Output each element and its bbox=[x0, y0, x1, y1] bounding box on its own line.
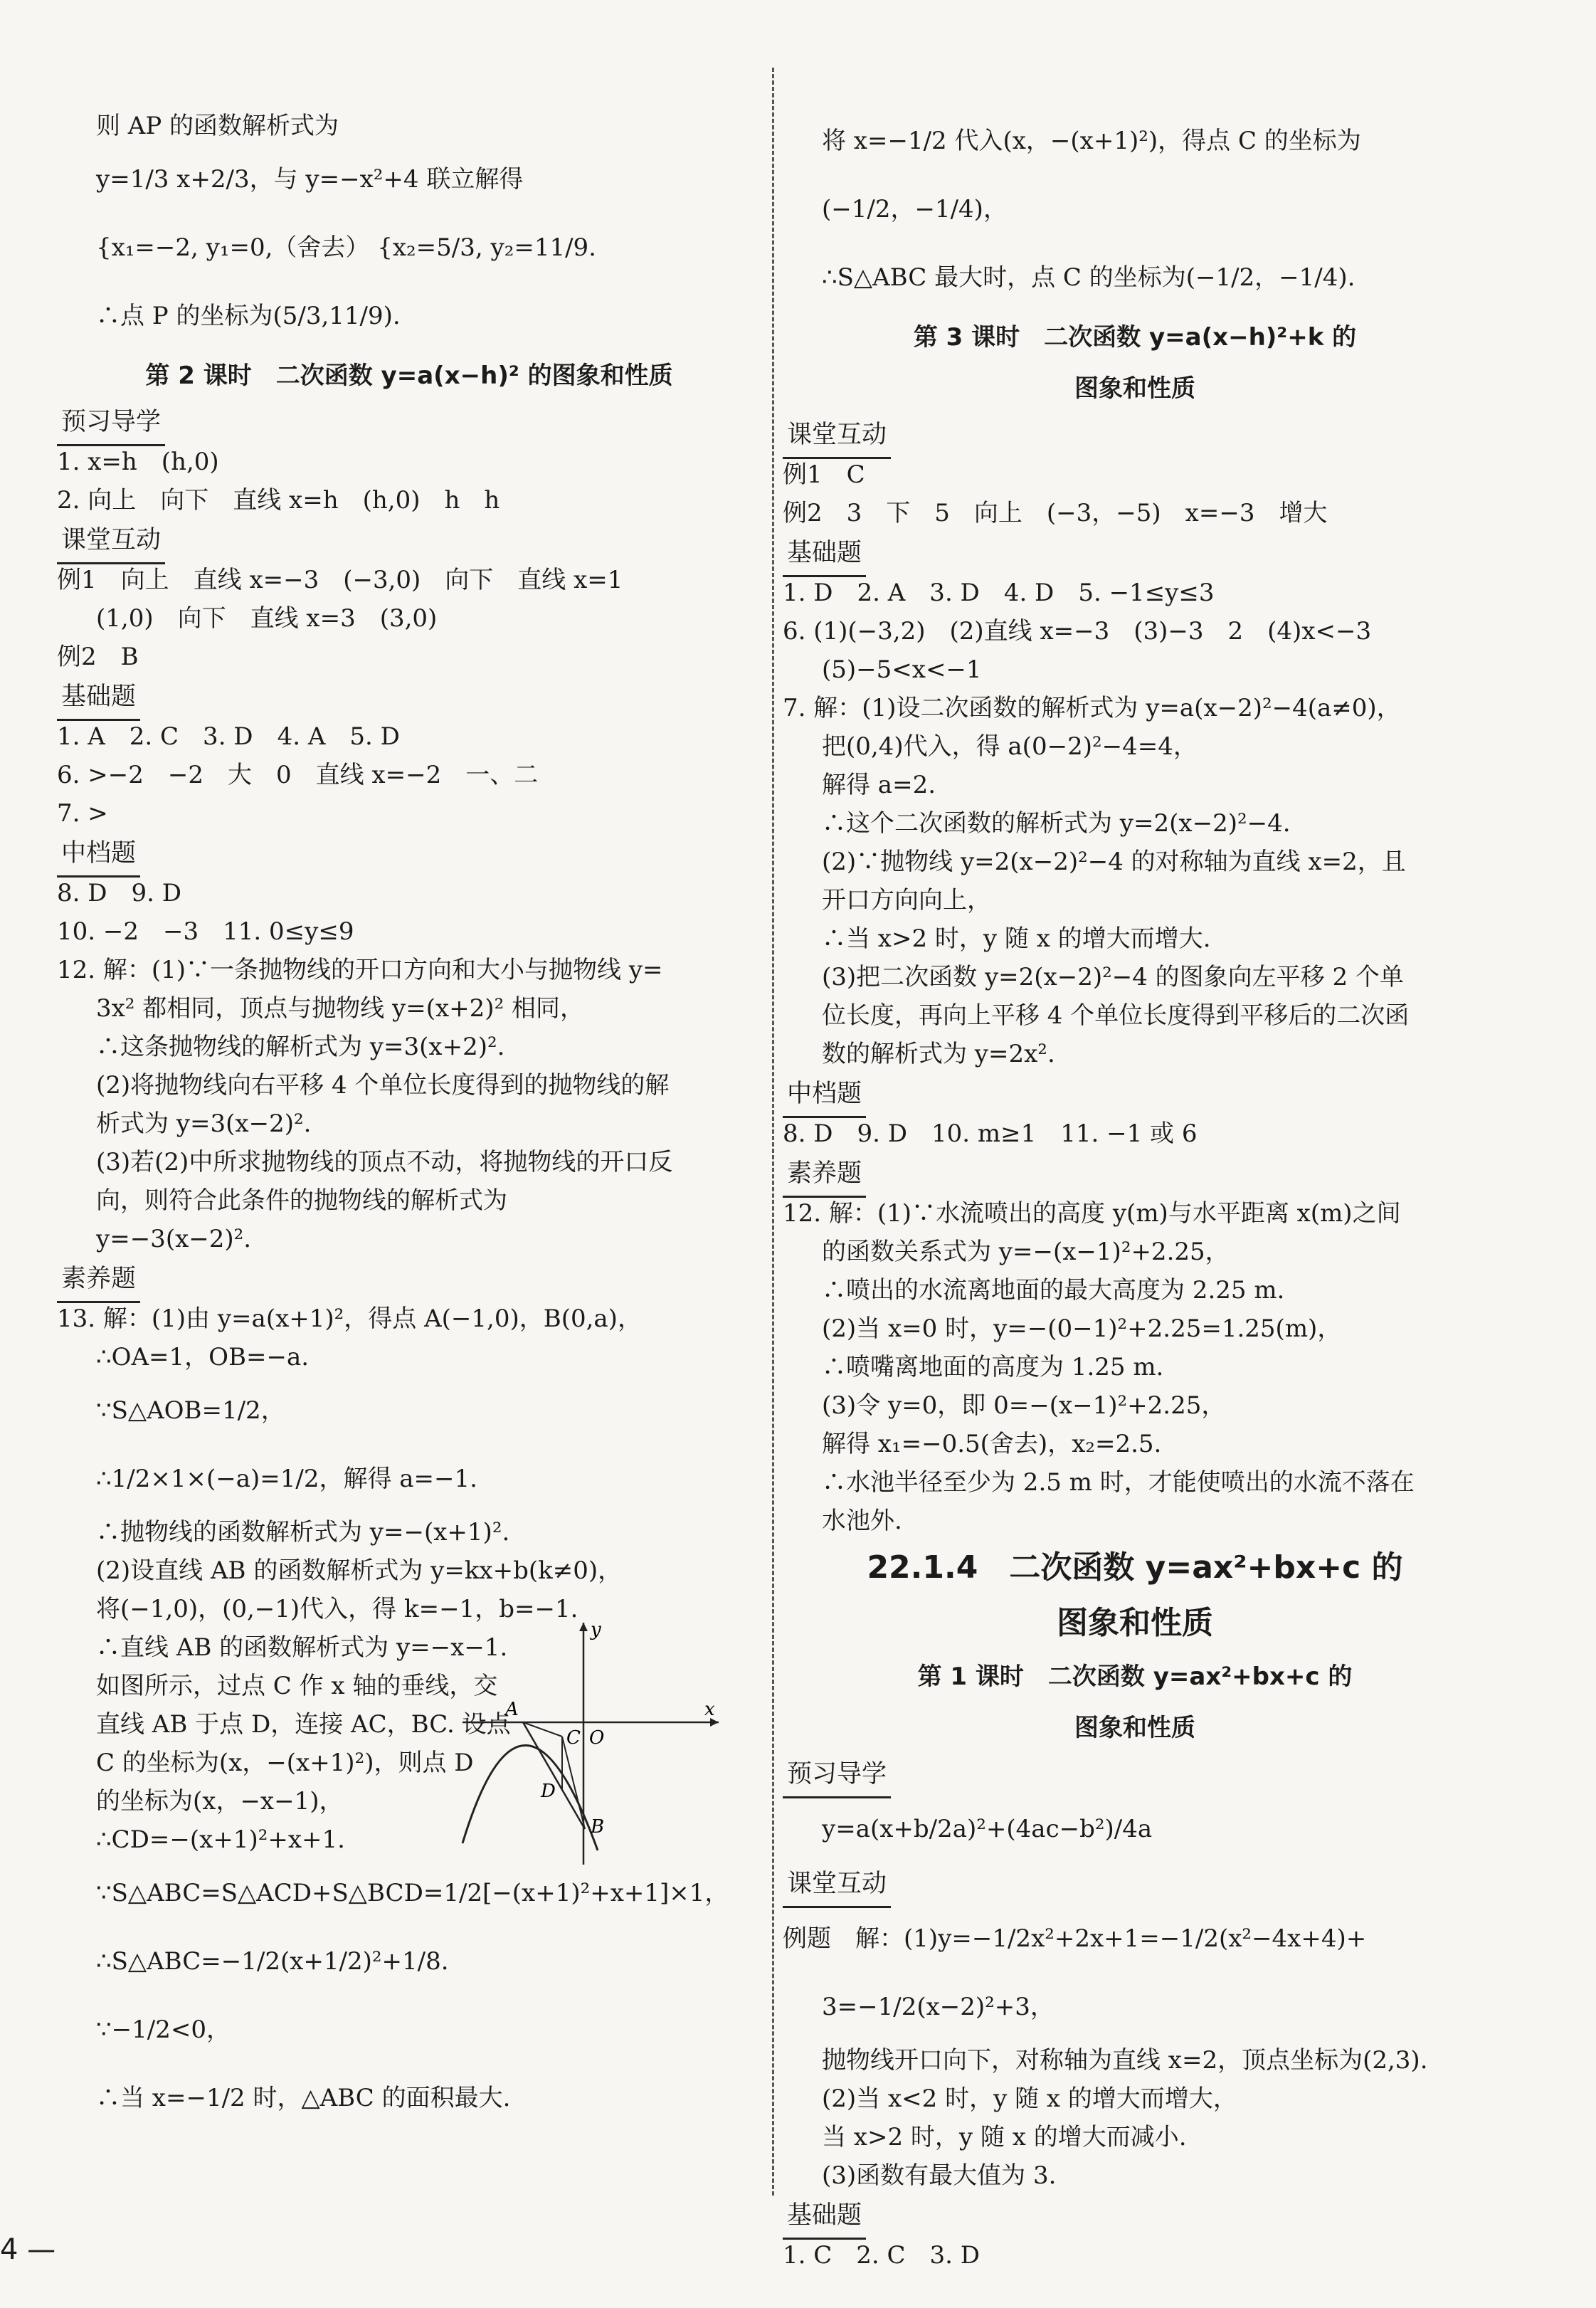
segment-ac bbox=[523, 1722, 562, 1737]
left-line-41: ∵S△ABC=S△ACD+S△BCD=1/2[−(x+1)²+x+1]×1， bbox=[96, 1879, 729, 1907]
right-line-21: 数的解析式为 y=2x². bbox=[822, 1040, 1055, 1068]
right-line-36: 第 1 课时 二次函数 y=ax²+bx+c 的 bbox=[917, 1663, 1353, 1691]
right-line-44: (2)当 x<2 时，y 随 x 的增大而增大， bbox=[822, 2085, 1237, 2113]
left-line-20: 3x² 都相同，顶点与抛物线 y=(x+2)² 相同， bbox=[96, 994, 585, 1023]
right-line-37: 图象和性质 bbox=[1074, 1714, 1195, 1742]
right-line-1: (−1/2，−1/4)， bbox=[822, 195, 1008, 223]
section-heading: 课堂互动 bbox=[783, 1863, 891, 1908]
right-line-47 bbox=[783, 2195, 1487, 2236]
left-line-13: 1. A 2. C 3. D 4. A 5. D bbox=[57, 722, 400, 751]
left-line-35: ∴直线 AB 的函数解析式为 y=−x−1. bbox=[96, 1633, 508, 1662]
left-line-15: 7. > bbox=[57, 799, 108, 828]
right-line-12: 7. 解：(1)设二次函数的解析式为 y=a(x−2)²−4(a≠0)， bbox=[783, 694, 1401, 722]
page-number: 4 — bbox=[0, 2233, 56, 2266]
left-line-43: ∵−1/2<0， bbox=[96, 2015, 231, 2044]
right-line-30: (3)令 y=0，即 0=−(x−1)²+2.25， bbox=[822, 1391, 1226, 1420]
right-line-31: 解得 x₁=−0.5(舍去)，x₂=2.5. bbox=[822, 1430, 1162, 1458]
left-line-11: 例2 B bbox=[57, 643, 139, 671]
right-line-34: 22.1.4 二次函数 y=ax²+bx+c 的 bbox=[867, 1549, 1403, 1586]
right-line-17: 开口方向向上， bbox=[822, 886, 991, 915]
right-line-10: 6. (1)(−3,2) (2)直线 x=−3 (3)−3 2 (4)x<−3 bbox=[783, 617, 1372, 645]
label-a: A bbox=[505, 1699, 519, 1720]
right-line-24 bbox=[783, 1153, 1487, 1194]
left-line-19: 12. 解：(1)∵一条抛物线的开口方向和大小与抛物线 y= bbox=[57, 956, 663, 984]
right-line-22 bbox=[783, 1073, 1487, 1115]
left-line-28: 13. 解：(1)由 y=a(x+1)²，得点 A(−1,0)，B(0,a)， bbox=[57, 1305, 642, 1333]
right-line-48: 1. C 2. C 3. D bbox=[783, 2241, 981, 2270]
section-heading: 基础题 bbox=[57, 676, 140, 721]
section-heading: 预习导学 bbox=[783, 1754, 891, 1798]
right-line-19: (3)把二次函数 y=2(x−2)²−4 的图象向左平移 2 个单 bbox=[822, 963, 1404, 991]
section-heading: 素养题 bbox=[783, 1153, 866, 1198]
right-line-32: ∴水池半径至少为 2.5 m 时，才能使喷出的水流不落在 bbox=[822, 1468, 1415, 1497]
right-column bbox=[783, 107, 1487, 2275]
left-line-5 bbox=[57, 401, 761, 443]
left-line-40: ∴CD=−(x+1)²+x+1. bbox=[96, 1825, 345, 1854]
right-line-6: 例1 C bbox=[783, 460, 865, 489]
left-line-14: 6. >−2 −2 大 0 直线 x=−2 一、二 bbox=[57, 761, 539, 789]
label-y: y bbox=[591, 1619, 601, 1640]
right-line-8 bbox=[783, 532, 1487, 574]
left-line-25: 向，则符合此条件的抛物线的解析式为 bbox=[96, 1186, 507, 1215]
left-line-12 bbox=[57, 676, 761, 717]
left-line-37: 直线 AB 于点 D，连接 AC，BC. 设点 bbox=[96, 1710, 511, 1739]
left-line-38: C 的坐标为(x，−(x+1)²)，则点 D bbox=[96, 1749, 474, 1777]
left-line-29: ∴OA=1，OB=−a. bbox=[96, 1343, 310, 1371]
left-line-4: 第 2 课时 二次函数 y=a(x−h)² 的图象和性质 bbox=[145, 362, 673, 390]
left-line-8 bbox=[57, 520, 761, 561]
section-heading: 课堂互动 bbox=[783, 414, 891, 459]
right-line-11: (5)−5<x<−1 bbox=[822, 655, 982, 684]
right-line-0: 将 x=−1/2 代入(x，−(x+1)²)，得点 C 的坐标为 bbox=[822, 127, 1361, 155]
section-heading: 素养题 bbox=[57, 1258, 140, 1303]
left-line-34: 将(−1,0)，(0,−1)代入，得 k=−1，b=−1. bbox=[96, 1595, 578, 1623]
left-line-2: {x₁=−2, y₁=0,（舍去） {x₂=5/3, y₂=11/9. bbox=[96, 233, 596, 262]
label-x: x bbox=[704, 1699, 715, 1720]
right-line-18: ∴当 x>2 时，y 随 x 的增大而增大. bbox=[822, 924, 1211, 953]
right-line-41: 例题 解：(1)y=−1/2x²+2x+1=−1/2(x²−4x+4)+ bbox=[783, 1924, 1367, 1953]
right-line-14: 解得 a=2. bbox=[822, 771, 936, 799]
right-line-4: 图象和性质 bbox=[1074, 374, 1195, 403]
right-line-43: 抛物线开口向下，对称轴为直线 x=2，顶点坐标为(2,3). bbox=[822, 2046, 1428, 2075]
left-line-17: 8. D 9. D bbox=[57, 879, 182, 907]
right-line-45: 当 x>2 时，y 随 x 的增大而减小. bbox=[822, 2123, 1187, 2151]
label-o: O bbox=[589, 1727, 605, 1749]
left-line-16 bbox=[57, 833, 761, 874]
right-line-23: 8. D 9. D 10. m≥1 11. −1 或 6 bbox=[783, 1119, 1198, 1148]
right-line-27: ∴喷出的水流离地面的最大高度为 2.25 m. bbox=[822, 1276, 1285, 1305]
label-c: C bbox=[566, 1727, 581, 1749]
parabola-figure bbox=[455, 1616, 726, 1872]
left-line-3: ∴点 P 的坐标为(5/3,11/9). bbox=[96, 302, 401, 330]
left-line-42: ∴S△ABC=−1/2(x+1/2)²+1/8. bbox=[96, 1947, 449, 1976]
right-line-9: 1. D 2. A 3. D 4. D 5. −1≤y≤3 bbox=[783, 579, 1215, 607]
right-line-28: (2)当 x=0 时，y=−(0−1)²+2.25=1.25(m)， bbox=[822, 1314, 1342, 1343]
right-line-2: ∴S△ABC 最大时，点 C 的坐标为(−1/2，−1/4). bbox=[822, 263, 1355, 292]
left-line-21: ∴这条抛物线的解析式为 y=3(x+2)². bbox=[96, 1033, 505, 1061]
section-heading: 基础题 bbox=[783, 532, 866, 577]
right-line-13: 把(0,4)代入，得 a(0−2)²−4=4， bbox=[822, 732, 1198, 761]
section-heading: 中档题 bbox=[57, 833, 140, 878]
segment-bc bbox=[562, 1737, 585, 1829]
left-line-36: 如图所示，过点 C 作 x 轴的垂线，交 bbox=[96, 1672, 498, 1700]
left-line-0: 则 AP 的函数解析式为 bbox=[96, 112, 339, 140]
left-line-7: 2. 向上 向下 直线 x=h (h,0) h h bbox=[57, 486, 500, 515]
left-line-31: ∴1/2×1×(−a)=1/2，解得 a=−1. bbox=[96, 1465, 477, 1493]
left-line-9: 例1 向上 直线 x=−3 (−3,0) 向下 直线 x=1 bbox=[57, 566, 623, 594]
right-line-7: 例2 3 下 5 向上 (−3，−5) x=−3 增大 bbox=[783, 499, 1328, 527]
label-d: D bbox=[541, 1781, 556, 1802]
left-line-30: ∵S△AOB=1/2， bbox=[96, 1396, 285, 1425]
right-line-15: ∴这个二次函数的解析式为 y=2(x−2)²−4. bbox=[822, 809, 1291, 838]
section-heading: 课堂互动 bbox=[57, 520, 165, 564]
left-line-32: ∴抛物线的函数解析式为 y=−(x+1)². bbox=[96, 1518, 510, 1546]
right-line-39: y=a(x+b/2a)²+(4ac−b²)/4a bbox=[822, 1815, 1153, 1843]
right-line-16: (2)∵抛物线 y=2(x−2)²−4 的对称轴为直线 x=2，且 bbox=[822, 848, 1406, 876]
left-line-44: ∴当 x=−1/2 时，△ABC 的面积最大. bbox=[96, 2084, 511, 2112]
section-heading: 预习导学 bbox=[57, 401, 165, 446]
left-line-23: 析式为 y=3(x−2)². bbox=[96, 1110, 312, 1138]
left-line-24: (3)若(2)中所求抛物线的顶点不动，将抛物线的开口反 bbox=[96, 1148, 673, 1176]
left-line-27 bbox=[57, 1258, 761, 1300]
left-line-39: 的坐标为(x，−x−1)， bbox=[96, 1787, 344, 1816]
left-line-6: 1. x=h (h,0) bbox=[57, 448, 219, 476]
left-line-1: y=1/3 x+2/3，与 y=−x²+4 联立解得 bbox=[96, 165, 524, 194]
column-divider bbox=[772, 68, 774, 2196]
right-line-46: (3)函数有最大值为 3. bbox=[822, 2161, 1057, 2190]
right-line-38 bbox=[783, 1754, 1487, 1795]
right-line-35: 图象和性质 bbox=[1057, 1605, 1213, 1641]
right-line-33: 水池外. bbox=[822, 1507, 902, 1535]
right-line-3: 第 3 课时 二次函数 y=a(x−h)²+k 的 bbox=[913, 323, 1357, 352]
left-line-26: y=−3(x−2)². bbox=[96, 1225, 252, 1253]
right-line-25: 12. 解：(1)∵水流喷出的高度 y(m)与水平距离 x(m)之间 bbox=[783, 1199, 1401, 1228]
left-line-18: 10. −2 −3 11. 0≤y≤9 bbox=[57, 917, 354, 946]
left-line-10: (1,0) 向下 直线 x=3 (3,0) bbox=[96, 604, 438, 633]
section-heading: 中档题 bbox=[783, 1073, 866, 1118]
y-axis-arrow bbox=[579, 1623, 588, 1631]
label-b: B bbox=[591, 1816, 605, 1838]
right-line-5 bbox=[783, 414, 1487, 455]
right-line-20: 位长度，再向上平移 4 个单位长度得到平移后的二次函 bbox=[822, 1001, 1410, 1030]
right-line-29: ∴喷嘴离地面的高度为 1.25 m. bbox=[822, 1353, 1164, 1381]
right-line-40 bbox=[783, 1863, 1487, 1904]
section-heading: 基础题 bbox=[783, 2195, 866, 2240]
left-line-22: (2)将抛物线向右平移 4 个单位长度得到的抛物线的解 bbox=[96, 1071, 670, 1100]
right-line-26: 的函数关系式为 y=−(x−1)²+2.25， bbox=[822, 1238, 1230, 1266]
right-line-42: 3=−1/2(x−2)²+3， bbox=[822, 1993, 1055, 2021]
left-line-33: (2)设直线 AB 的函数解析式为 y=kx+b(k≠0)， bbox=[96, 1556, 623, 1585]
